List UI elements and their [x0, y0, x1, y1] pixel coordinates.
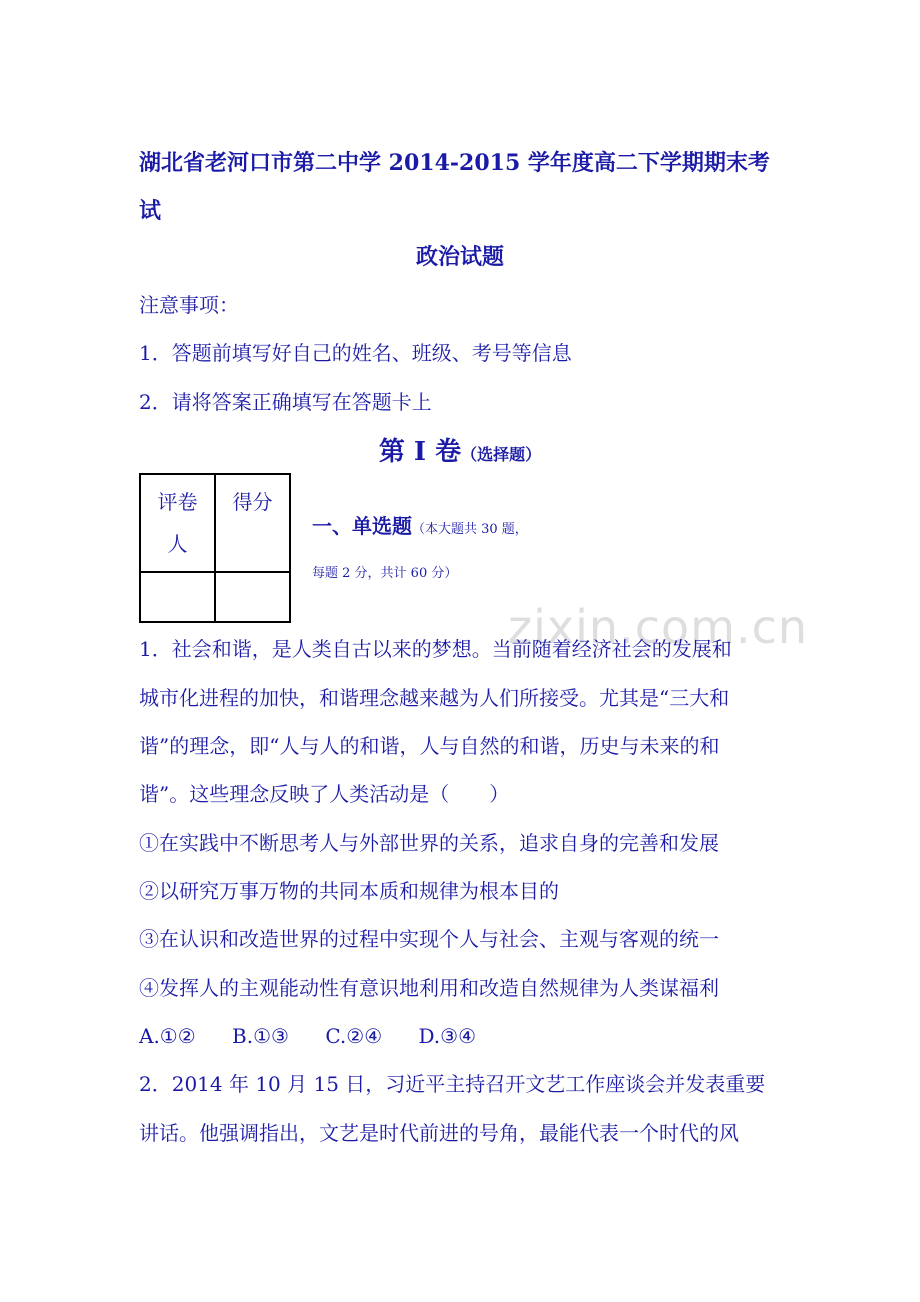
score-table — [139, 473, 291, 623]
q1-choice-c: C.②④ — [325, 1024, 383, 1048]
score-label: 得分 — [232, 490, 273, 514]
q1-option-1: ①在实践中不断思考人与外部世界的关系，追求自身的完善和发展 — [139, 831, 719, 855]
volume-sub: （选择题） — [461, 445, 542, 464]
title-line-1: 湖北省老河口市第二中学 2014-2015 学年度高二下学期期末考 — [139, 150, 770, 176]
q1-option-3: ③在认识和改造世界的过程中实现个人与社会、主观与客观的统一 — [139, 927, 719, 951]
q1-line-1: 1．社会和谐，是人类自古以来的梦想。当前随着经济社会的发展和 — [139, 637, 732, 661]
section-note-2: 每题 2 分，共计 60 分） — [312, 566, 458, 581]
section-title: 一、单选题 — [312, 514, 412, 538]
notice-item-2: 2．请将答案正确填写在答题卡上 — [139, 390, 432, 414]
q1-option-2: ②以研究万事万物的共同本质和规律为根本目的 — [139, 879, 559, 903]
q1-option-4: ④发挥人的主观能动性有意识地利用和改造自然规律为人类谋福利 — [139, 976, 719, 1000]
q2-line-2: 讲话。他强调指出，文艺是时代前进的号角，最能代表一个时代的风 — [139, 1121, 739, 1145]
q2-line-1: 2．2014 年 10 月 15 日，习近平主持召开文艺工作座谈会并发表重要 — [139, 1072, 766, 1096]
section-note-1: （本大题共 30 题， — [412, 522, 528, 537]
notice-heading: 注意事项： — [139, 293, 239, 317]
reviewer-blank-cell[interactable] — [141, 573, 216, 621]
reviewer-label-2: 人 — [167, 532, 188, 556]
q1-line-2: 城市化进程的加快，和谐理念越来越为人们所接受。尤其是“三大和 — [139, 686, 730, 710]
volume-main: 第 I 卷 — [378, 437, 462, 467]
subject-title: 政治试题 — [415, 244, 504, 270]
title-line-2: 试 — [139, 198, 162, 224]
section-heading — [312, 510, 528, 539]
q1-line-3: 谐”的理念，即“人与人的和谐，人与自然的和谐，历史与未来的和 — [139, 734, 720, 758]
q1-choices — [139, 1022, 476, 1050]
watermark: zixin.com.cn — [508, 600, 809, 654]
q1-choice-b: B.①③ — [232, 1024, 289, 1048]
notice-item-1: 1．答题前填写好自己的姓名、班级、考号等信息 — [139, 341, 572, 365]
reviewer-label-1: 评卷 — [157, 490, 198, 514]
score-blank-cell[interactable] — [216, 573, 289, 621]
volume-heading — [0, 436, 920, 471]
q1-choice-a: A.①② — [139, 1024, 196, 1048]
q1-choice-d: D.③④ — [418, 1024, 477, 1048]
reviewer-header-cell — [141, 475, 216, 573]
q1-line-4: 谐”。这些理念反映了人类活动是（ ） — [139, 782, 510, 806]
score-header-cell — [216, 475, 289, 573]
